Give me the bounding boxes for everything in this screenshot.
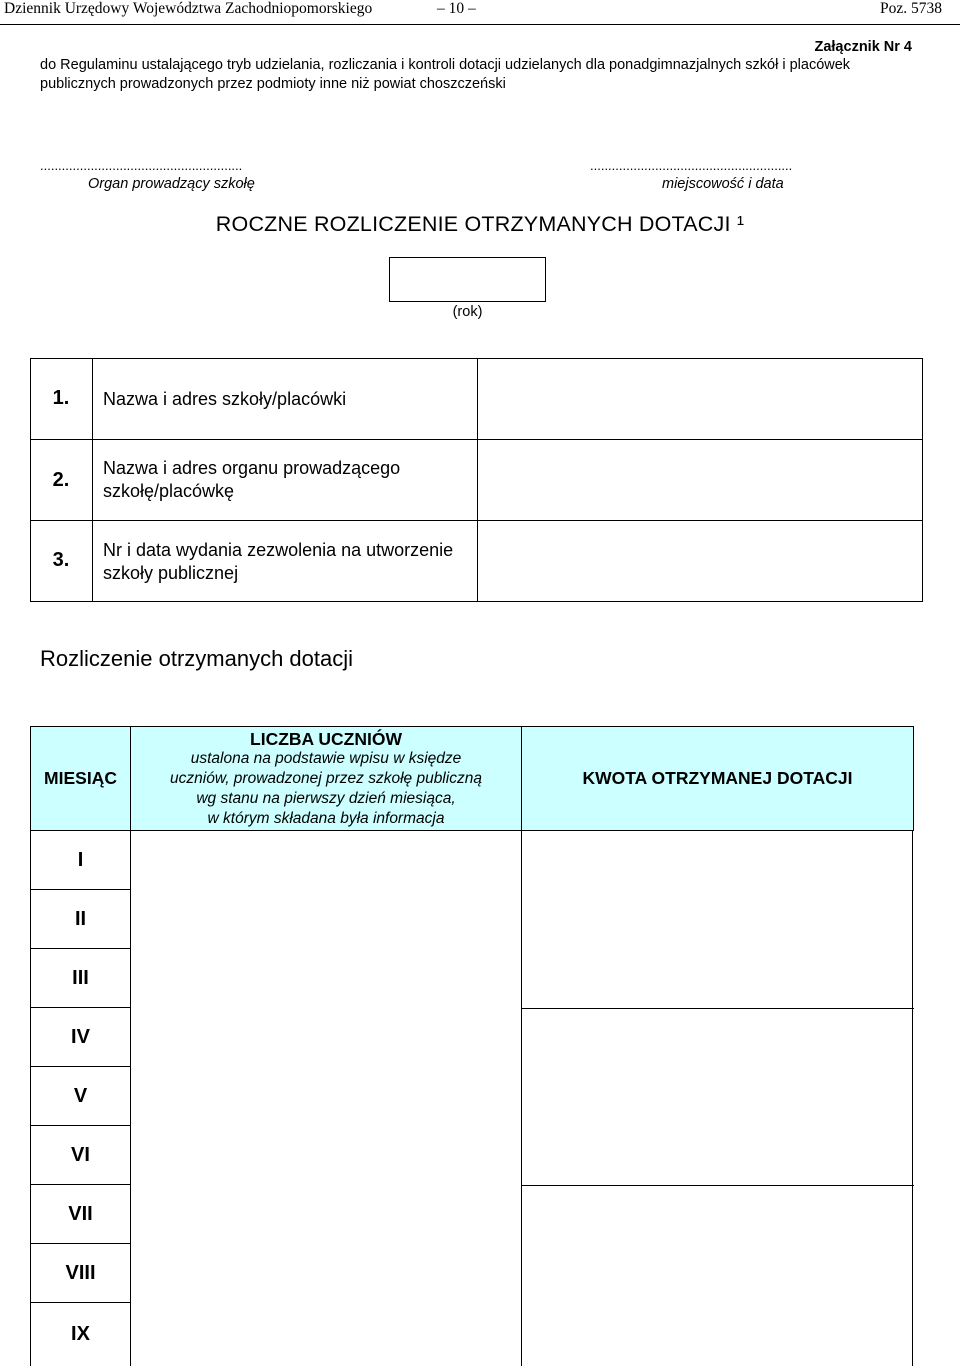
info-row-1-label: Nazwa i adres szkoły/placówki <box>103 389 347 409</box>
student-count-desc-line-2: uczniów, prowadzonej przez szkołę publiczną <box>170 769 482 787</box>
info-row-2-label: Nazwa i adres organu prowadzącego szkołę/placówkę <box>103 458 401 501</box>
student-count-cells[interactable] <box>132 832 520 1366</box>
organ-signature-label: Organ prowadzący szkołę <box>88 176 255 192</box>
month-row: II <box>30 889 131 948</box>
place-date-label: miejscowość i data <box>662 176 784 192</box>
school-info-table <box>30 358 923 602</box>
month-row: III <box>30 948 131 1007</box>
month-row: VI <box>30 1125 131 1184</box>
month-row: IV <box>30 1007 131 1066</box>
organ-signature-line[interactable]: ........................................................ <box>40 158 243 173</box>
page-number: – 10 – <box>437 0 476 17</box>
settlement-section-title: Rozliczenie otrzymanych dotacji <box>40 646 354 671</box>
journal-title: Dziennik Urzędowy Województwa Zachodniopomorskiego <box>4 0 373 17</box>
position-number: Poz. 5738 <box>880 0 942 17</box>
amount-cells[interactable] <box>523 832 911 1366</box>
month-row: IX <box>30 1302 131 1366</box>
place-date-line[interactable]: ........................................................ <box>590 158 793 173</box>
month-row: V <box>30 1066 131 1125</box>
settlement-table <box>30 726 914 1366</box>
table-count-divider <box>521 830 522 1366</box>
report-title: ROCZNE ROZLICZENIE OTRZYMANYCH DOTACJI ¹ <box>215 212 745 236</box>
column-header-month: MIESIĄC <box>30 726 131 831</box>
attachment-title: Załącznik Nr 4 <box>814 39 912 55</box>
info-row-3-value[interactable] <box>479 521 922 601</box>
info-row-3-number: 3. <box>52 549 70 571</box>
year-label: (rok) <box>452 304 483 320</box>
month-row: VII <box>30 1184 131 1243</box>
column-header-student-count <box>130 726 522 831</box>
info-row-3-label: Nr i data wydania zezwolenia na utworzenie szkoły publicznej <box>103 540 454 583</box>
column-header-amount: KWOTA OTRZYMANEJ DOTACJI <box>521 726 914 831</box>
amount-column-divider-1 <box>521 830 914 831</box>
student-count-desc-line-4: w którym składana była informacja <box>207 809 445 827</box>
info-table-divider-2 <box>477 359 478 601</box>
info-row-1-number: 1. <box>52 387 70 409</box>
attachment-description: do Regulaminu ustalającego tryb udzielania, rozliczania i kontroli dotacji udzielanych dla ponadgimnazjalnych szkół i placówek publicznych prowadzonych przez podmioty inne niż powiat choszczeński <box>40 57 851 92</box>
info-row-2-number: 2. <box>52 469 70 491</box>
month-row: I <box>30 830 131 889</box>
info-table-divider-1 <box>92 359 93 601</box>
year-input-box[interactable] <box>389 257 546 302</box>
info-row-1-value[interactable] <box>479 359 922 439</box>
student-count-title: LICZBA UCZNIÓW <box>250 728 402 749</box>
info-row-2-value[interactable] <box>479 440 922 520</box>
month-row: VIII <box>30 1243 131 1302</box>
student-count-desc-line-1: ustalona na podstawie wpisu w księdze <box>190 749 462 767</box>
page-header <box>0 0 960 25</box>
table-right-border <box>912 830 913 1366</box>
student-count-desc-line-3: wg stanu na pierwszy dzień miesiąca, <box>196 789 456 807</box>
